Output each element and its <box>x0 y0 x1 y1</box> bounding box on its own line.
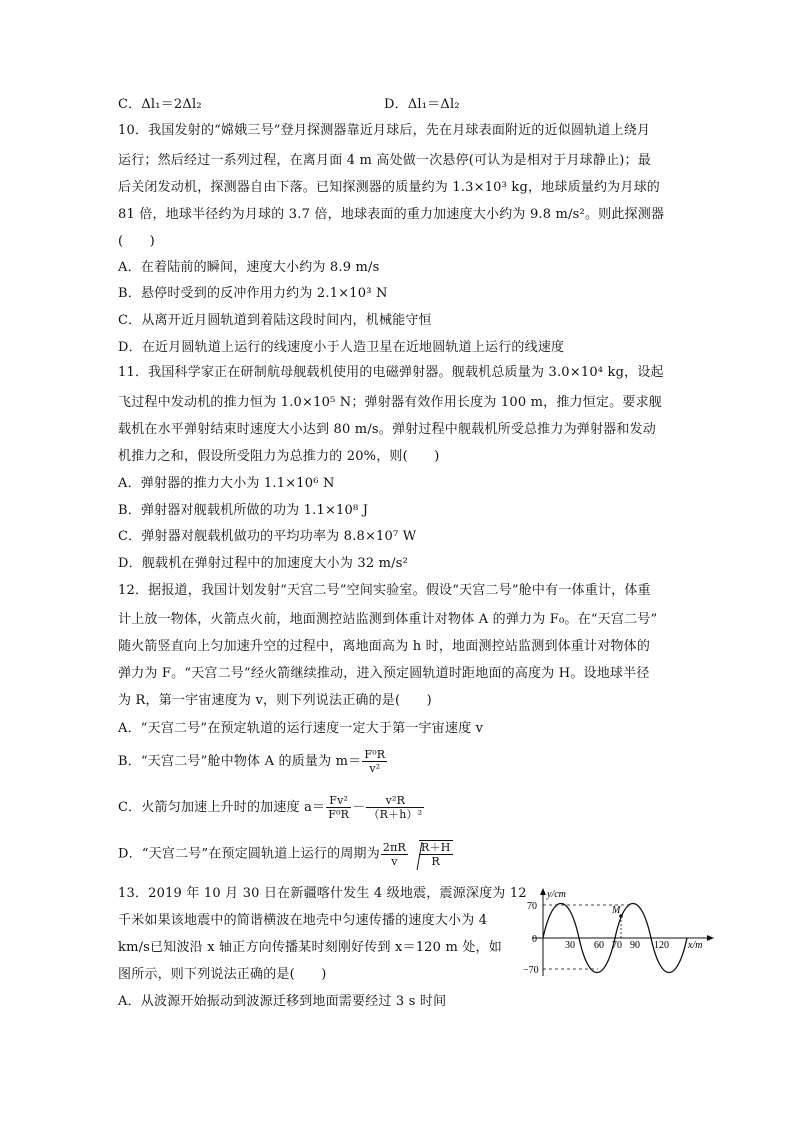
x-tick: 60 <box>594 940 604 951</box>
q10-option-d: D．在近月圆轨道上运行的线速度小于人造卫星在近地圆轨道上运行的线速度 <box>118 340 565 355</box>
y-tick-minus-70: −70 <box>523 965 539 976</box>
q13-stem-line: km/s已知波沿 x 轴正方向传播某时刻刚好传到 x＝120 m 处，如 <box>118 940 502 955</box>
y-axis-arrow <box>540 888 546 895</box>
x-tick: 70 <box>612 940 622 951</box>
q13-option-a: A．从波源开始振动到波源迁移到地面需要经过 3 s 时间 <box>118 994 447 1009</box>
fraction-denominator: （R＋h）² <box>368 808 423 821</box>
x-axis-arrow <box>707 935 714 941</box>
q11-stem-line: 飞过程中发动机的推力恒为 1.0×10⁵ N；弹射器有效作用长度为 100 m，推力恒定。要求舰 <box>118 395 662 410</box>
q10-stem-line: 10．我国发射的“嫦娥三号”登月探测器靠近月球后，先在月球表面附近的近似圆轨道上绕月 <box>118 123 651 138</box>
q12-option-d <box>118 840 453 868</box>
q12-stem-line: 为 R，第一宇宙速度为 v，则下列说法正确的是( ) <box>118 693 432 708</box>
x-tick: 120 <box>654 940 669 951</box>
wave-figure <box>520 886 716 978</box>
q11-stem-line: 11．我国科学家正在研制航母舰载机使用的电磁弹射器。舰载机总质量为 3.0×10⁴ kg，设起 <box>118 365 664 380</box>
q10-stem-line: 后关闭发动机，探测器自由下落。已知探测器的质量约为 1.3×10³ kg，地球质量约为月球的 <box>118 180 660 195</box>
mass-fraction <box>362 748 387 775</box>
x-axis-label: x/m <box>688 940 703 951</box>
origin-label: 0 <box>532 934 537 945</box>
q9-option-d: D．Δl₁＝Δl₂ <box>384 97 460 112</box>
square-root <box>419 840 452 868</box>
q9-option-c: C．Δl₁＝2Δl₂ <box>118 97 202 112</box>
q12-stem-line: 弹力为 F。“天宫二号”经火箭继续推动，进入预定圆轨道时距地面的高度为 H。设地球半径 <box>118 666 650 681</box>
q12-option-c <box>118 794 425 821</box>
fraction-numerator: F⁰R <box>364 748 386 761</box>
sqrt-fraction <box>419 840 452 868</box>
x-tick: 30 <box>565 940 575 951</box>
q11-stem-line: 机推力之和，假设所受阻力为总推力的 20%，则( ) <box>118 449 440 464</box>
period-fraction <box>381 841 408 868</box>
q12-stem-line: 随火箭竖直向上匀加速升空的过程中，离地面高为 h 时，地面测控站监测到体重计对物体的 <box>118 639 651 654</box>
fraction-denominator: v² <box>369 762 381 775</box>
fraction-numerator: Fv² <box>326 794 351 808</box>
q10-stem-line: 81 倍，地球半径约为月球的 3.7 倍，地球表面的重力加速度大小约为 9.8 m/s²。则此探测器 <box>118 207 665 222</box>
q12-stem-line: 计上放一物体，火箭点火前，地面测控站监测到体重计对物体 A 的弹力为 F₀。在“天宫二号” <box>118 612 658 627</box>
q11-option-d: D．舰载机在弹射过程中的加速度大小为 32 m/s² <box>118 556 409 571</box>
q10-option-a: A．在着陆前的瞬间，速度大小约为 8.9 m/s <box>118 260 380 275</box>
q12-stem-line: 12．据报道，我国计划发射“天宫二号”空间实验室。假设“天宫二号”舱中有一体重计，体重 <box>118 583 651 598</box>
q13-stem-line: 千米如果该地震中的简谐横波在地壳中匀速传播的速度大小为 4 <box>118 913 488 928</box>
q12-option-b <box>118 748 388 775</box>
fraction-denominator: v <box>391 854 398 868</box>
q11-stem-line: 载机在水平弹射结束时速度大小达到 80 m/s。弹射过程中舰载机所受总推力为弹射器和发动 <box>118 422 656 437</box>
acceleration-fraction-2 <box>366 794 424 821</box>
q12-option-b-text: B．“天宫二号”舱中物体 A 的质量为 m＝ <box>118 754 362 769</box>
y-axis-label: y/cm <box>547 889 566 900</box>
q11-option-c: C．弹射器对舰载机做功的平均功率为 8.8×10⁷ W <box>118 529 417 544</box>
q10-option-b: B．悬停时受到的反冲作用力约为 2.1×10³ N <box>118 286 388 301</box>
point-m-label: M <box>612 905 621 916</box>
fraction-denominator: F⁰R <box>328 808 350 821</box>
q13-stem-line: 图所示，则下列说法正确的是( ) <box>118 967 327 982</box>
q13-stem-line: 13．2019 年 10 月 30 日在新疆喀什发生 4 级地震，震源深度为 12 <box>118 886 527 901</box>
q11-option-a: A．弹射器的推力大小为 1.1×10⁶ N <box>118 476 335 491</box>
q12-option-d-text: D．“天宫二号”在预定圆轨道上运行的周期为 <box>118 846 380 862</box>
q12-option-a: A．“天宫二号”在预定轨道的运行速度一定大于第一宇宙速度 v <box>118 721 484 736</box>
fraction-numerator: 2πR <box>382 840 407 854</box>
minus-sign: － <box>352 800 366 815</box>
fraction-numerator: R＋H <box>421 841 451 854</box>
q10-answer-paren: ( ) <box>118 234 155 249</box>
q12-option-c-text: C．火箭匀加速上升时的加速度 a＝ <box>118 800 326 815</box>
y-tick-70: 70 <box>527 901 537 912</box>
q10-option-c: C．从离开近月圆轨道到着陆这段时间内，机械能守恒 <box>118 313 432 328</box>
x-tick: 90 <box>630 940 640 951</box>
fraction-denominator: R <box>431 855 441 868</box>
fraction-numerator: v²R <box>366 794 424 808</box>
acceleration-fraction-1 <box>326 794 351 821</box>
q10-stem-line: 运行；然后经过一系列过程，在离月面 4 m 高处做一次悬停(可认为是相对于月球静止)；最 <box>118 153 651 168</box>
q11-option-b: B．弹射器对舰载机所做的功为 1.1×10⁸ J <box>118 503 369 518</box>
